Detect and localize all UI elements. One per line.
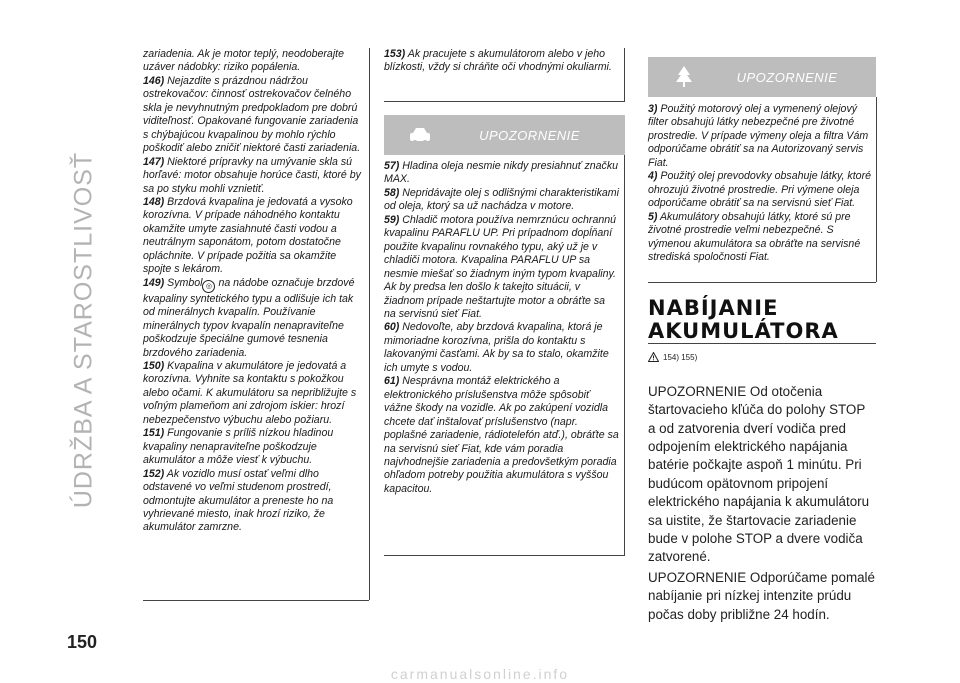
note-text: Akumulátory obsahujú látky, ktoré sú pre životné prostredie veľmi nebezpečné. S výmenou akumulátora sa obráťte na servisné strediská spoločnosti Fiat. (648, 210, 861, 263)
note-item (648, 103, 874, 170)
chapter-side-title: ÚDRŽBA A STAROSTLIVOSŤ (69, 151, 98, 509)
note-item (648, 211, 874, 265)
note-text: Nesprávna montáž elektrického a elektronického príslušenstva môže spôsobiť vážne škody na vozidle. Ak po zakúpení vozidla chcete dať inštalovať príslušenstvo (napr. poplašné zariadenie, rádiotelefón atď.), obráťte sa na servisnú sieť Fiat, kde vám poradia najvhodnejšie zariadenia a predovšetkým poradia ohľadom potreby použitia akumulátora s vyššou kapacitou. (384, 375, 619, 495)
body-paragraph-2 (648, 569, 876, 624)
paragraph-text-1: UPOZORNENIE Od otočenia štartovacieho kľúča do polohy STOP a od zatvorenia dverí vodiča pred odpojením elektrického napájania batérie počkajte aspoň 1 minútu. Pri budúcom opätovnom pripojení elektrického napájania k akumulátoru sa uistite, že štartovacie zariadenie bude v polohe STOP a dvere vodiča zatvorené. (648, 384, 870, 565)
column-2-right-rule (624, 155, 625, 555)
note-item (143, 75, 363, 156)
reference-numbers: 154) 155) (663, 352, 698, 362)
note-number: 146) (143, 74, 165, 87)
column-2-warnings (384, 160, 619, 496)
warning-triangle-icon (648, 352, 659, 362)
note-item (143, 48, 363, 75)
car-warning-icon (406, 121, 434, 149)
note-number: 4) (648, 170, 658, 183)
note-number: 3) (648, 103, 658, 115)
note-text: zariadenia. Ak je motor teplý, neodoberajte uzáver nádobky: riziko popálenia. (143, 48, 345, 74)
note-text: na nádobe označuje brzdové kvapaliny syntetického typu a odlišuje ich tak od minerálnych kvapalín. Používanie minerálnych typov kvapalín nenapraviteľne poškodzuje špeciálne gumové tesnenia brzdového zariadenia. (143, 276, 355, 359)
note-item (143, 196, 363, 277)
note-number: 57) (384, 160, 400, 172)
watermark: carmanualsonline.info (390, 666, 570, 682)
column-3-bottom-rule (648, 282, 876, 283)
note-item (384, 48, 619, 75)
note-item (143, 277, 363, 360)
note-number: 61) (384, 375, 400, 388)
paragraph-text-2: UPOZORNENIE Odporúčame pomalé nabíjanie pri nízkej intenzite prúdu počas doby približne 24 hodín. (648, 570, 875, 622)
warning-band-right (648, 57, 876, 97)
note-text-before: Symbol (167, 276, 203, 289)
brake-fluid-symbol-icon: ◎ (202, 280, 215, 293)
page-number: 150 (67, 632, 98, 652)
column-1-right-rule (369, 48, 370, 600)
note-number: 5) (648, 210, 658, 223)
warning-band-middle (384, 115, 625, 155)
note-item (143, 156, 363, 196)
note-text: Ak pracujete s akumulátorom alebo v jeho blízkosti, vždy si chráňte oči vhodnými okuliarmi. (384, 48, 612, 74)
column-3-environment-notes (648, 103, 874, 264)
note-item (384, 214, 619, 322)
warning-label-middle: UPOZORNENIE (479, 127, 580, 143)
note-number: 58) (384, 186, 400, 199)
column-1-bottom-rule (143, 600, 369, 601)
section-heading-line-2: AKUMULÁTORA (648, 319, 839, 344)
note-text: Nejazdite s prázdnou nádržou ostrekovačov: činnosť ostrekovačov čelného skla je nevyhnutným predpokladom pre dobrú viditeľnosť. Opakované fungovanie zariadenia s chýbajúcou kvapalinou by mohlo rýchlo poškodiť alebo zničiť niektoré časti zariadenia. (143, 74, 361, 155)
note-number: 60) (384, 321, 400, 334)
note-number: 151) (143, 427, 165, 440)
warning-references (648, 352, 697, 362)
note-number: 148) (143, 195, 165, 208)
note-text: Hladina oleja nesmie nikdy presiahnuť značku MAX. (384, 160, 619, 186)
note-item (143, 468, 363, 535)
note-text: Brzdová kvapalina je jedovatá a vysoko korozívna. V prípade náhodného kontaktu okamžite umyte zasiahnuté časti vodou a neutrálnym saponátom, potom dostatočne opláchnite. V prípade požitia sa okamžite spojte s lekárom. (143, 195, 353, 276)
note-text: Fungovanie s príliš nízkou hladinou kvapaliny nenapraviteľne poškodzuje akumulátor a môže viesť k výbuchu. (143, 427, 334, 467)
note-text: Nedovoľte, aby brzdová kvapalina, ktorá je mimoriadne korozívna, prišla do kontaktu s lakovanými časťami. Ak by sa to stalo, okamžite ich umyte s vodou. (384, 321, 609, 374)
note-text: Chladič motora používa nemrznúcu ochrannú kvapalinu PARAFLU UP. Pri prípadnom dopĺňaní použite kvapalinu rovnakého typu, aký už je v chladiči motora. Kvapalina PARAFLU UP sa nesmie miešať so žiadnym iným typom kvapaliny. Ak by predsa len došlo k takejto situácii, v žiadnom prípade neštartujte motor a obráťte sa na servisnú sieť Fiat. (384, 213, 617, 320)
note-text: Ak vozidlo musí ostať veľmi dlho odstavené vo veľmi studenom prostredí, odmontujte akumulátor a preneste ho na vyhrievané miesto, inak hrozí riziko, že akumulátor zamrzne. (143, 467, 334, 534)
note-item (143, 360, 363, 427)
section-heading-underline (648, 343, 876, 344)
body-paragraph-1 (648, 383, 876, 567)
note-item (648, 170, 874, 210)
note-number: 150) (143, 359, 165, 372)
note-text: Nepridávajte olej s odlišnými charakteristikami od oleja, ktorý sa už nachádza v motore. (384, 186, 619, 213)
note-text: Použitý olej prevodovky obsahuje látky, ktoré ohrozujú životné prostredie. Pri výmene oleja odporúčame obrátiť sa na servisnú sieť Fiat. (648, 170, 871, 210)
note-item (384, 160, 619, 187)
note-number: 149) (143, 276, 165, 289)
column-2-top-vrule (624, 48, 625, 101)
note-text: Použitý motorový olej a vymenený olejový filter obsahujú látky nebezpečné pre životné prostredie. V prípade výmeny oleja a filtra Vám odporúčame obrátiť sa na Autorizovaný servis Fiat. (648, 103, 869, 169)
environment-tree-icon (670, 63, 698, 91)
note-number: 147) (143, 155, 165, 168)
column-3-right-rule (876, 97, 877, 282)
column-2-bottom-rule (384, 555, 625, 556)
note-text: Niektoré prípravky na umývanie skla sú horľavé: motor obsahuje horúce časti, ktoré by sa po styku mohli vznietiť. (143, 155, 361, 195)
column-1-notes (143, 48, 363, 535)
warning-label-right: UPOZORNENIE (736, 69, 838, 85)
note-item (384, 375, 619, 496)
note-number: 59) (384, 213, 400, 226)
section-heading-line-1: NABÍJANIE (648, 296, 779, 320)
note-item (143, 427, 363, 467)
note-text: Kvapalina v akumulátore je jedovatá a korozívna. Vyhnite sa kontaktu s pokožkou alebo očami. K akumulátoru sa nepribližujte s voľným plameňom ani zdrojom iskier: hrozí nebezpečenstvo výbuchu alebo požiaru. (143, 359, 357, 426)
section-heading (648, 297, 839, 343)
column-2-top-rule (384, 101, 625, 102)
note-number: 152) (143, 467, 165, 480)
note-item (384, 187, 619, 214)
column-2-top-note (384, 48, 619, 75)
note-item (384, 321, 619, 375)
note-number: 153) (384, 48, 406, 60)
